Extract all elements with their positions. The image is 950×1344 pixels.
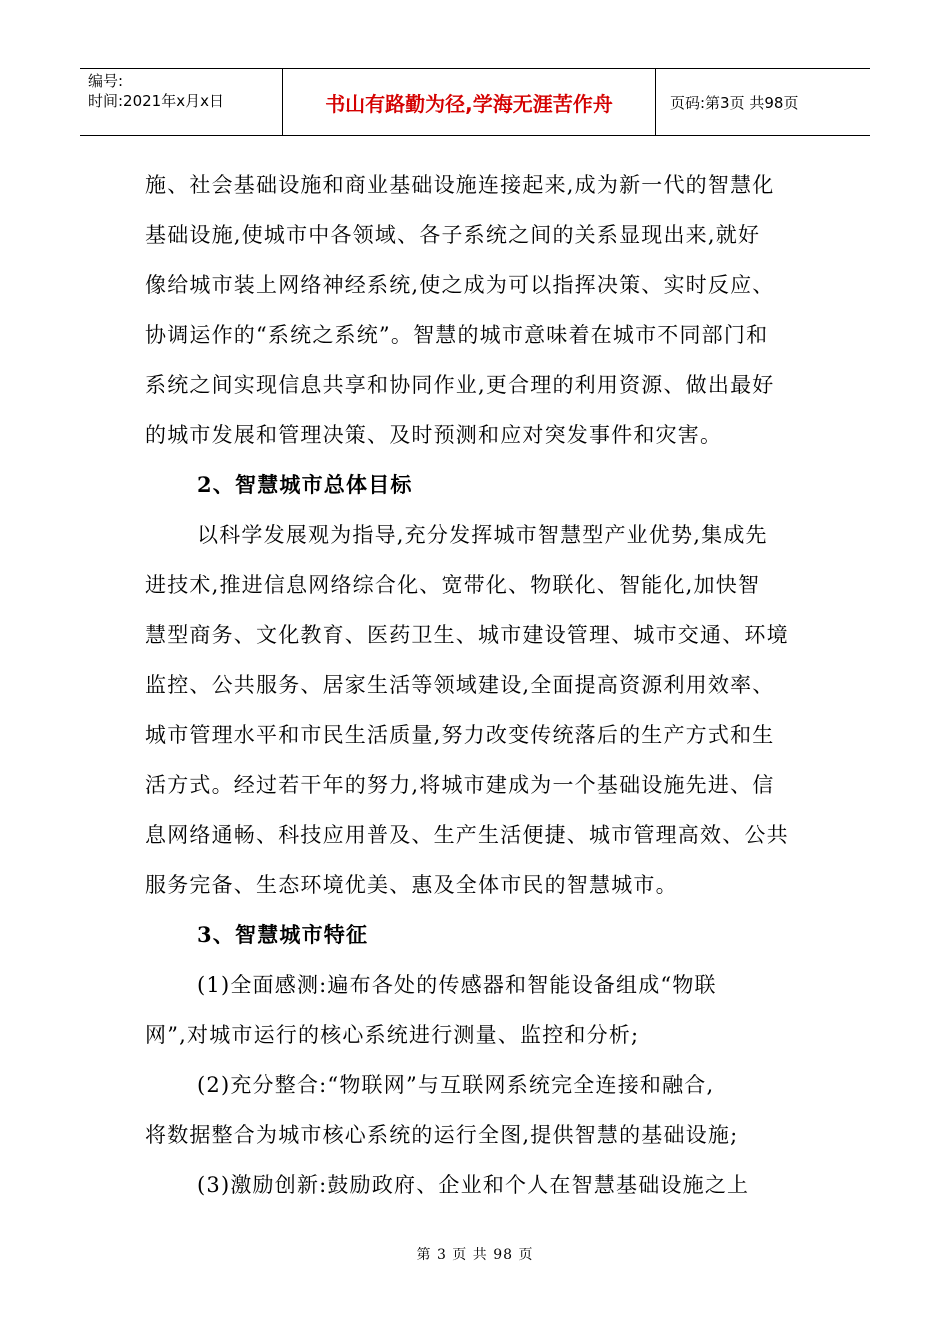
header-motto: 书山有路勤为径,学海无涯苦作舟 [283,69,656,135]
body-line: 进技术,推进信息网络综合化、宽带化、物联化、智能化,加快智 [145,573,761,597]
serial-label: 编号: [88,72,124,90]
page-footer: 第 3 页 共 98 页 [416,1247,534,1263]
body-line: 系统之间实现信息共享和协同作业,更合理的利用资源、做出最好 [145,373,775,397]
body-line: 服务完备、生态环境优美、惠及全体市民的智慧城市。 [145,873,678,897]
body-line: 基础设施,使城市中各领域、各子系统之间的关系显现出来,就好 [145,223,761,247]
header-meta [80,69,283,135]
body-line: 城市管理水平和市民生活质量,努力改变传统落后的生产方式和生 [145,723,775,747]
body-line: 像给城市装上网络神经系统,使之成为可以指挥决策、实时反应、 [145,273,775,297]
body-line: 将数据整合为城市核心系统的运行全图,提供智慧的基础设施; [145,1123,739,1147]
time-label: 时间:2021年x月x日 [88,92,224,110]
body-line: (3)激励创新:鼓励政府、企业和个人在智慧基础设施之上 [197,1173,750,1197]
body-line: 监控、公共服务、居家生活等领域建设,全面提高资源利用效率、 [145,673,775,697]
body-line: 的城市发展和管理决策、及时预测和应对突发事件和灾害。 [145,423,723,447]
section-heading: 2、智慧城市总体目标 [197,472,413,497]
body-line: 息网络通畅、科技应用普及、生产生活便捷、城市管理高效、公共 [145,823,789,847]
header-page-info: 页码:第3页 共98页 [670,93,799,112]
section-heading: 3、智慧城市特征 [197,922,369,947]
body-line: 施、社会基础设施和商业基础设施连接起来,成为新一代的智慧化 [145,173,775,197]
body-line: 协调运作的“系统之系统”。智慧的城市意味着在城市不同部门和 [145,323,769,347]
page-header [80,68,870,136]
body-line: (2)充分整合:“物联网”与互联网系统完全连接和融合, [197,1073,715,1097]
body-line: 慧型商务、文化教育、医药卫生、城市建设管理、城市交通、环境 [145,623,789,647]
body-line: (1)全面感测:遍布各处的传感器和智能设备组成“物联 [197,973,717,997]
document-body [145,160,807,1210]
body-line: 活方式。经过若干年的努力,将城市建成为一个基础设施先进、信 [145,773,775,797]
body-line: 网”,对城市运行的核心系统进行测量、监控和分析; [145,1023,640,1047]
body-line: 以科学发展观为指导,充分发挥城市智慧型产业优势,集成先 [197,523,768,547]
